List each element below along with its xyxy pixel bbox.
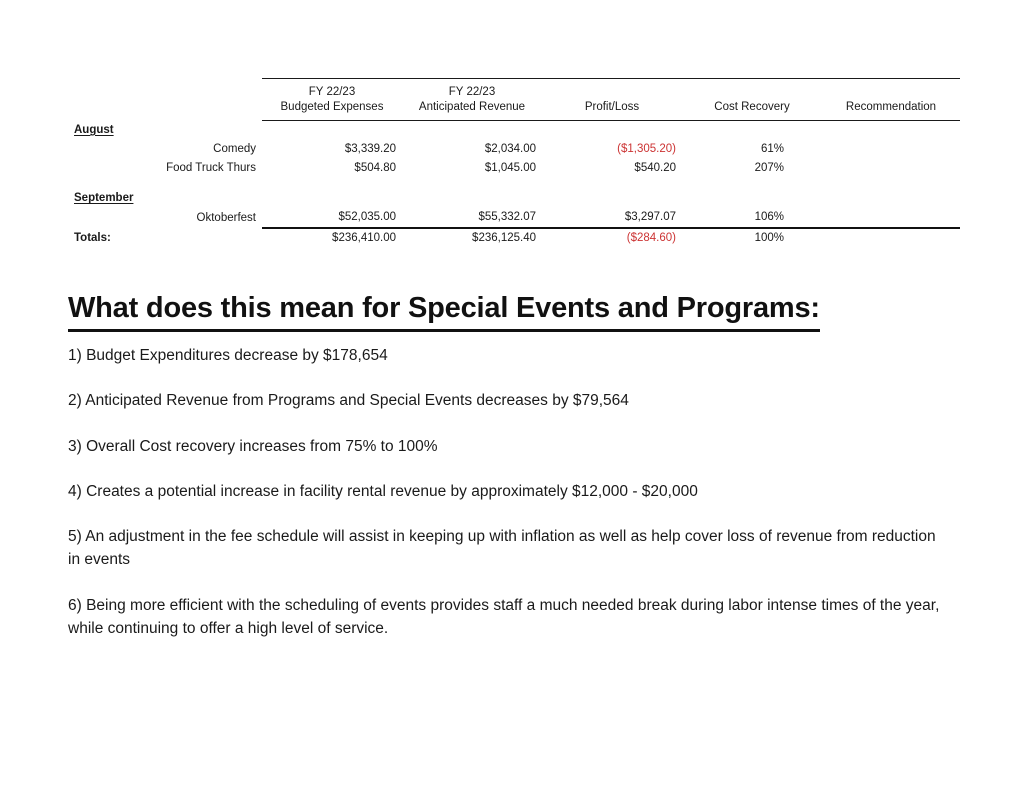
table-row [68,140,960,159]
column-header-profit-loss: Profit/Loss [542,79,682,121]
table-body [68,121,960,249]
cell-recommendation-total [822,228,960,248]
list-item: 2) Anticipated Revenue from Programs and Special Events decreases by $79,564 [68,392,629,410]
event-name-food-truck-thurs: Food Truck Thurs [166,162,256,175]
cell-profit-total: ($284.60) [542,228,682,248]
cell-profit-food-truck-thurs: $540.20 [634,162,676,175]
financial-summary-table [68,78,960,248]
column-header-anticipated-revenue [402,79,542,121]
month-group-header-row [68,121,960,141]
cell-budget-comedy: $3,339.20 [344,143,396,156]
month-group-header-row [68,189,960,208]
column-header-budgeted-expenses-line1: FY 22/23 [308,85,356,98]
column-header-recommendation: Recommendation [822,79,960,121]
empty-cell [68,178,262,189]
month-label-august: August [74,123,114,136]
cell-budget-total: $236,410.00 [262,228,402,248]
empty-cell [822,121,960,141]
empty-cell [402,121,542,141]
event-name-oktoberfest: Oktoberfest [196,211,256,224]
empty-cell [682,189,822,208]
list-item: 1) Budget Expenditures decrease by $178,654 [68,347,388,364]
table-row-totals [68,228,960,248]
table-header-row [68,79,960,121]
cell-budget-food-truck-thurs: $504.80 [354,162,396,175]
cell-profit-comedy: ($1,305.20) [617,143,676,156]
list-item: 6) Being more efficient with the scheduling of events provides staff a much needed break during labor intense times of the year, while continuing to offer a high level of service. [68,596,940,637]
cell-budget-oktoberfest: $52,035.00 [338,211,396,224]
empty-cell [262,178,402,189]
cell-revenue-comedy: $2,034.00 [484,143,536,156]
month-label-september: September [74,192,134,205]
table-header [68,79,960,121]
empty-cell [542,178,682,189]
cell-revenue-oktoberfest: $55,332.07 [478,211,536,224]
column-header-anticipated-revenue-line1: FY 22/23 [448,85,496,98]
table-row [68,208,960,228]
empty-cell [822,178,960,189]
row-spacer [68,178,960,189]
table-row [68,159,960,178]
list-item: 4) Creates a potential increase in facility rental revenue by approximately $12,000 - $20,000 [68,482,698,500]
cell-recommendation-oktoberfest [822,208,960,228]
cell-cost-recovery-food-truck-thurs: 207% [754,162,784,175]
column-header-budgeted-expenses [262,79,402,121]
event-name-comedy: Comedy [213,143,256,156]
empty-cell [542,121,682,141]
cell-revenue-food-truck-thurs: $1,045.00 [484,162,536,175]
column-header-cost-recovery: Cost Recovery [682,79,822,121]
list-item: 5) An adjustment in the fee schedule will assist in keeping up with inflation as well as help cover loss of revenue from reduction in events [68,528,936,569]
cell-cost-recovery-total: 100% [682,228,822,248]
column-header-label [68,79,262,121]
column-header-budgeted-expenses-line2: Budgeted Expenses [280,101,384,114]
empty-cell [262,189,402,208]
totals-label: Totals: [74,231,111,244]
cell-cost-recovery-comedy: 61% [760,143,784,156]
empty-cell [402,178,542,189]
empty-cell [542,189,682,208]
section-heading: What does this mean for Special Events and Programs: [68,292,820,332]
empty-cell [262,121,402,141]
empty-cell [402,189,542,208]
column-header-anticipated-revenue-line2: Anticipated Revenue [418,101,526,114]
empty-cell [682,178,822,189]
cell-profit-oktoberfest: $3,297.07 [624,211,676,224]
cell-recommendation-food-truck-thurs [822,159,960,178]
events-budget-table [68,78,960,248]
empty-cell [682,121,822,141]
cell-revenue-total: $236,125.40 [402,228,542,248]
key-points-list [68,344,948,640]
cell-cost-recovery-oktoberfest: 106% [754,211,784,224]
cell-recommendation-comedy [822,140,960,159]
list-item: 3) Overall Cost recovery increases from 75% to 100% [68,437,438,455]
empty-cell [822,189,960,208]
